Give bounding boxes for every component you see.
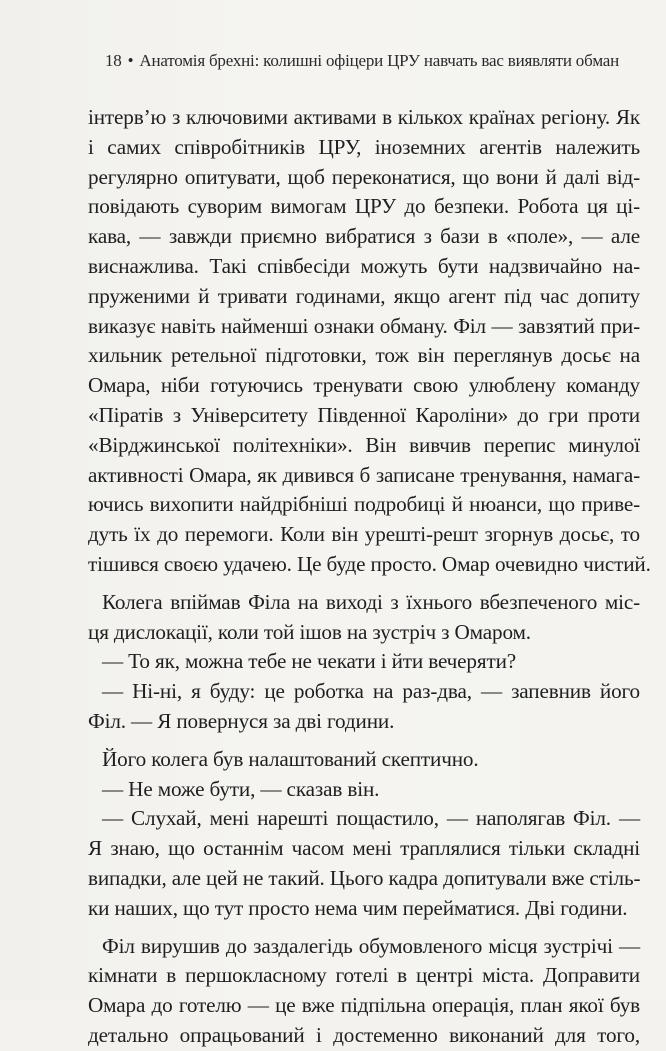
paragraph	[88, 103, 651, 580]
paragraph-gap	[88, 924, 640, 932]
text-line: кава, — завжди приємно вибратися з бази в «поле», — але	[88, 224, 640, 249]
header-separator: •	[127, 51, 134, 70]
text-line: Його колега був налаштований скептично.	[102, 746, 479, 771]
text-line: виснажлива. Такі співбесіди можуть бути надзвичайно на-	[88, 253, 640, 278]
paragraph-gap	[88, 737, 640, 745]
text-line: і самих співробітників ЦРУ, іноземних агентів належить	[88, 134, 640, 159]
text-line: Колега впіймав Філа на виході з їхнього вбезпеченого міс-	[102, 589, 640, 614]
text-line: ючись вихопити найдрібніші подробиці й нюанси, що приве-	[88, 492, 640, 517]
paragraph	[88, 932, 640, 1051]
text-line: — Ні-ні, я буду: це роботка на раз-два, — запевнив його	[102, 679, 640, 704]
paragraph	[88, 647, 640, 677]
book-title: Анатомія брехні: колишні офіцери ЦРУ навчать вас виявляти обман	[139, 51, 620, 70]
text-line: Філ. — Я повернуся за дві години.	[88, 708, 395, 733]
page-number: 18	[105, 51, 122, 70]
text-line: детально опрацьований і достеменно виконаний для того,	[88, 1022, 640, 1047]
paragraph-gap	[88, 580, 640, 588]
text-line: Омара до готелю — це вже підпільна операція, план якої був	[88, 993, 640, 1018]
text-line: випадки, але цей не такий. Цього кадра допитували вже стіль-	[88, 865, 641, 890]
text-line: «Вірджинської політехніки». Він вивчив перепис минулої	[88, 432, 640, 457]
text-line: виказує навіть найменші ознаки обману. Філ — завзятий при-	[88, 313, 640, 338]
paragraph	[88, 804, 640, 923]
text-line: тішився своєю удачею. Це буде просто. Омар очевидно чистий.	[88, 551, 651, 576]
text-line: кімнати в першокласному готелі в центрі міста. Доправити	[88, 963, 640, 988]
text-line: «Піратів з Університету Південної Кароліни» до гри проти	[88, 402, 640, 427]
paragraph	[88, 588, 640, 648]
text-line: Філ вирушив до заздалегідь обумовленого місця зустрічі —	[102, 933, 640, 958]
text-line: пруженими й тривати годинами, якщо агент під час допиту	[88, 283, 640, 308]
text-line: — Слухай, мені нарешті пощастило, — наполягав Філ. —	[102, 806, 640, 831]
text-line: повідають суворим вимогам ЦРУ до безпеки. Робота ця ці-	[88, 194, 640, 219]
running-header	[105, 50, 625, 72]
text-line: активності Омара, як дивився б записане тренування, намага-	[88, 462, 640, 487]
text-line: ця дислокації, коли той ішов на зустріч з Омаром.	[88, 619, 531, 644]
text-line: ки наших, що тут просто нема чим перейматися. Дві години.	[88, 895, 628, 920]
paragraph	[88, 775, 640, 805]
text-line: регулярно опитувати, щоб переконатися, що вони й далі від-	[88, 164, 640, 189]
text-line: Я знаю, що останнім часом мені траплялися тільки складні	[88, 836, 640, 861]
paragraph	[88, 745, 640, 775]
text-line: Омара, ніби готуючись тренувати свою улюблену команду	[88, 373, 640, 398]
body-text	[88, 103, 651, 1051]
text-line: дуть їх до перемоги. Коли він урешті-решт згорнув досьє, то	[88, 522, 640, 547]
text-line: — Не може бути, — сказав він.	[102, 776, 380, 801]
text-line: інтерв’ю з ключовими активами в кількох країнах регіону. Як	[88, 105, 640, 129]
text-line: — То як, можна тебе не чекати і йти вечеряти?	[102, 649, 517, 674]
paragraph	[88, 677, 640, 737]
text-line: хильник ретельної підготовки, тож він переглянув досьє на	[88, 343, 640, 368]
